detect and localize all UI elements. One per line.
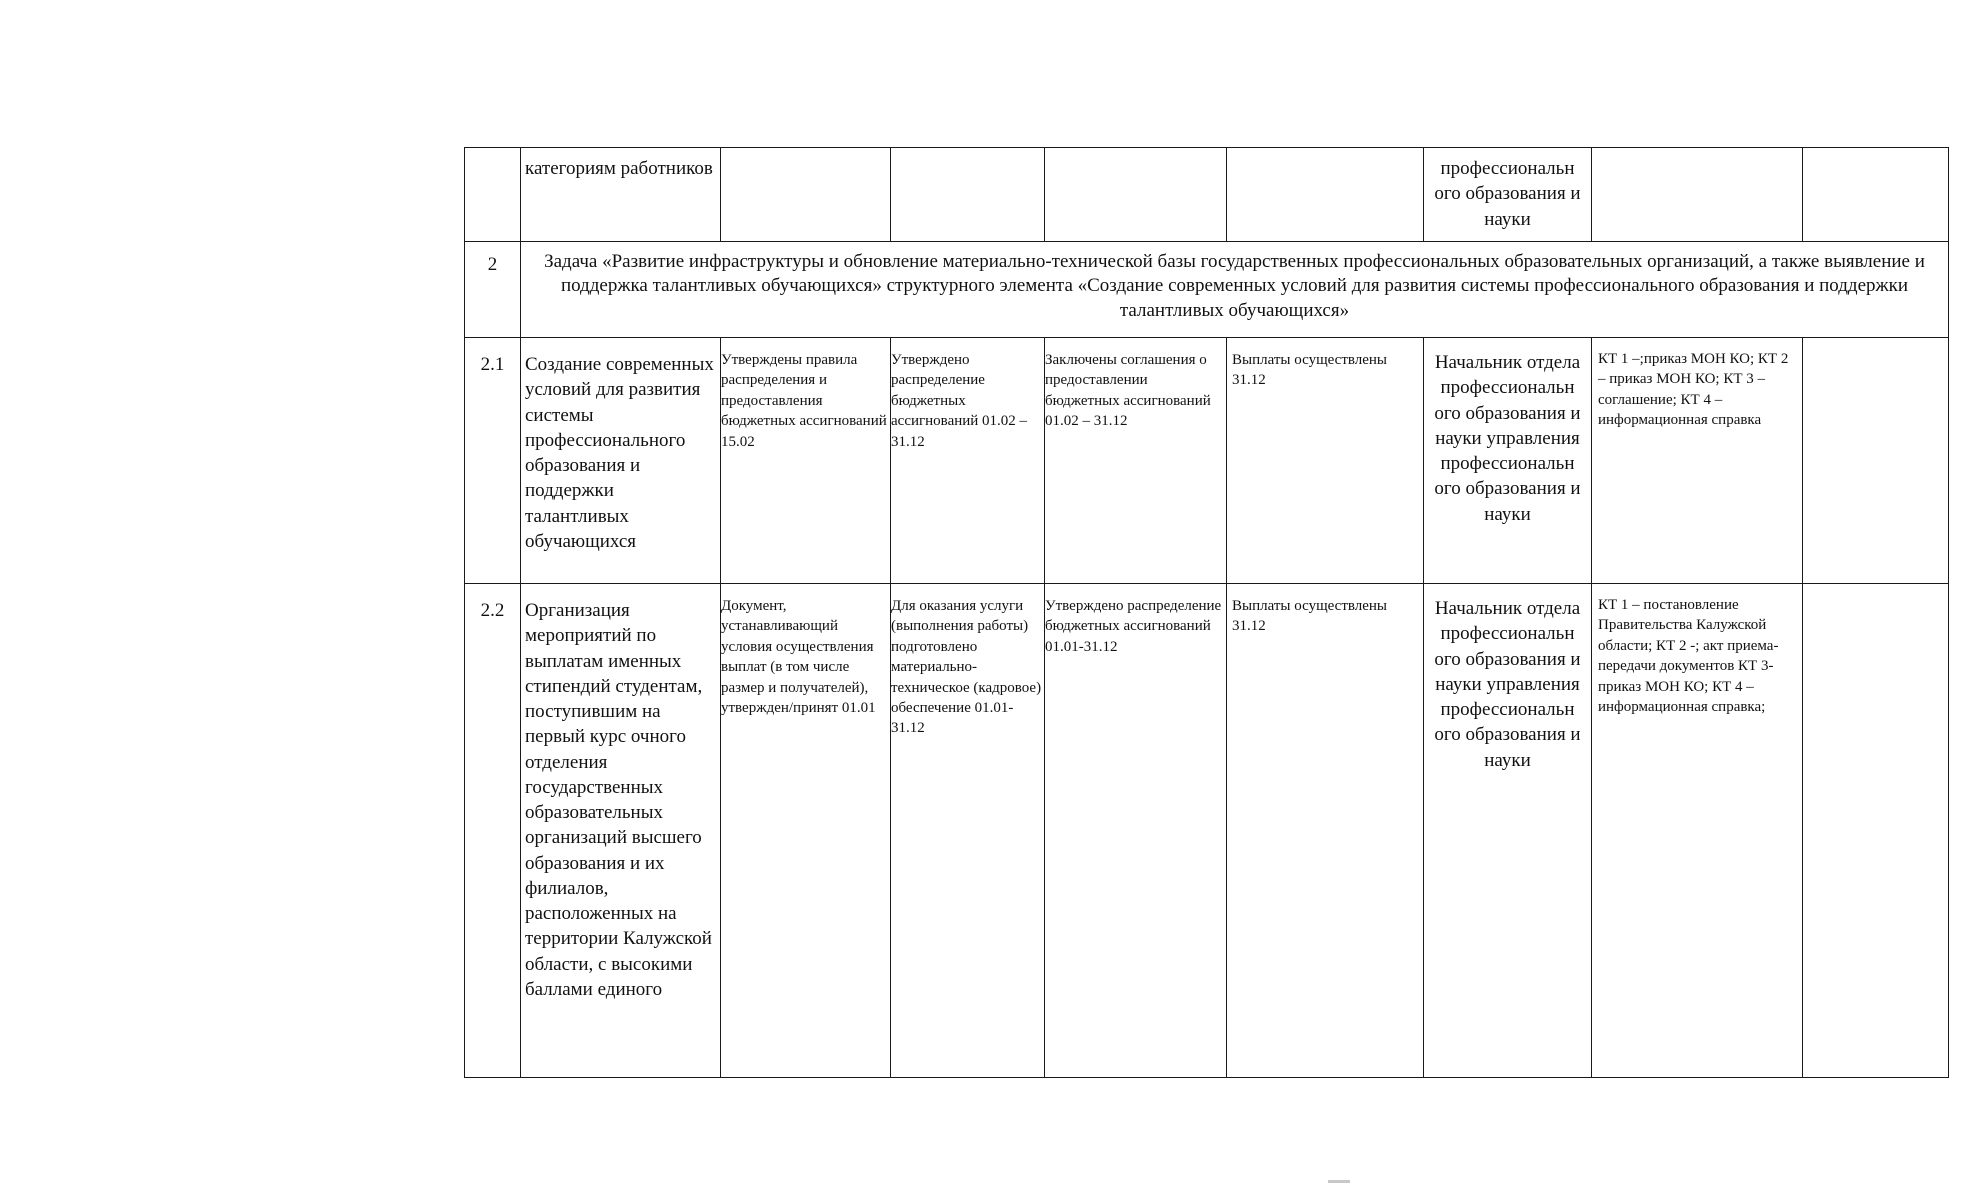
scan-artifact xyxy=(1328,1180,1350,1183)
table-row xyxy=(465,584,1949,1078)
responsible-cell: профессиональн ого образования и науки xyxy=(1424,148,1592,242)
kt2-cell xyxy=(891,148,1045,242)
kt1-cell xyxy=(721,148,891,242)
number-cell xyxy=(465,148,521,242)
name-cell: Организация мероприятий по выплатам именных стипендий студентам, поступившим на первый курс очного отделения государственных образовательных организаций высшего образования и их филиалов, расположенных на территории Калужской области, с высокими баллами единого xyxy=(521,584,721,1078)
number-cell: 2.2 xyxy=(465,584,521,1078)
task-row xyxy=(465,242,1949,338)
responsible-cell: Начальник отдела профессиональн ого образования и науки управления профессиональн ого образования и науки xyxy=(1424,338,1592,584)
responsible-cell: Начальник отдела профессиональн ого образования и науки управления профессиональн ого образования и науки xyxy=(1424,584,1592,1078)
task-number-cell: 2 xyxy=(465,242,521,338)
docs-cell: КТ 1 – постановление Правительства Калужской области; КТ 2 -; акт приема-передачи документов КТ 3- приказ МОН КО; КТ 4 – информационная справка; xyxy=(1592,584,1803,1078)
docs-cell: КТ 1 –;приказ МОН КО; КТ 2 – приказ МОН КО; КТ 3 – соглашение; КТ 4 –информационная справка xyxy=(1592,338,1803,584)
number-cell: 2.1 xyxy=(465,338,521,584)
kt2-cell: Для оказания услуги (выполнения работы) подготовлено материально-техническое (кадровое) обеспечение 01.01-31.12 xyxy=(891,584,1045,1078)
kt1-cell: Документ, устанавливающий условия осуществления выплат (в том числе размер и получателей), утвержден/принят 01.01 xyxy=(721,584,891,1078)
docs-cell xyxy=(1592,148,1803,242)
plan-table xyxy=(464,147,1949,1078)
kt4-cell xyxy=(1227,148,1424,242)
kt4-cell: Выплаты осуществлены 31.12 xyxy=(1227,584,1424,1078)
kt2-cell: Утверждено распределение бюджетных ассигнований 01.02 – 31.12 xyxy=(891,338,1045,584)
table-row xyxy=(465,148,1949,242)
name-cell: категориям работников xyxy=(521,148,721,242)
kt3-cell: Заключены соглашения о предоставлении бюджетных ассигнований 01.02 – 31.12 xyxy=(1045,338,1227,584)
kt4-cell: Выплаты осуществлены 31.12 xyxy=(1227,338,1424,584)
empty-cell xyxy=(1803,148,1949,242)
kt1-cell: Утверждены правила распределения и предоставления бюджетных ассигнований 15.02 xyxy=(721,338,891,584)
empty-cell xyxy=(1803,338,1949,584)
kt3-cell xyxy=(1045,148,1227,242)
task-text-cell: Задача «Развитие инфраструктуры и обновление материально-технической базы государственных профессиональных образовательных организаций, а также выявление и поддержка талантливых обучающихся» структурного элемента «Создание современных условий для развития системы профессионального образования и поддержки талантливых обучающихся» xyxy=(521,242,1949,338)
name-cell: Создание современных условий для развития системы профессионального образования и поддержки талантливых обучающихся xyxy=(521,338,721,584)
empty-cell xyxy=(1803,584,1949,1078)
table-row xyxy=(465,338,1949,584)
kt3-cell: Утверждено распределение бюджетных ассигнований 01.01-31.12 xyxy=(1045,584,1227,1078)
